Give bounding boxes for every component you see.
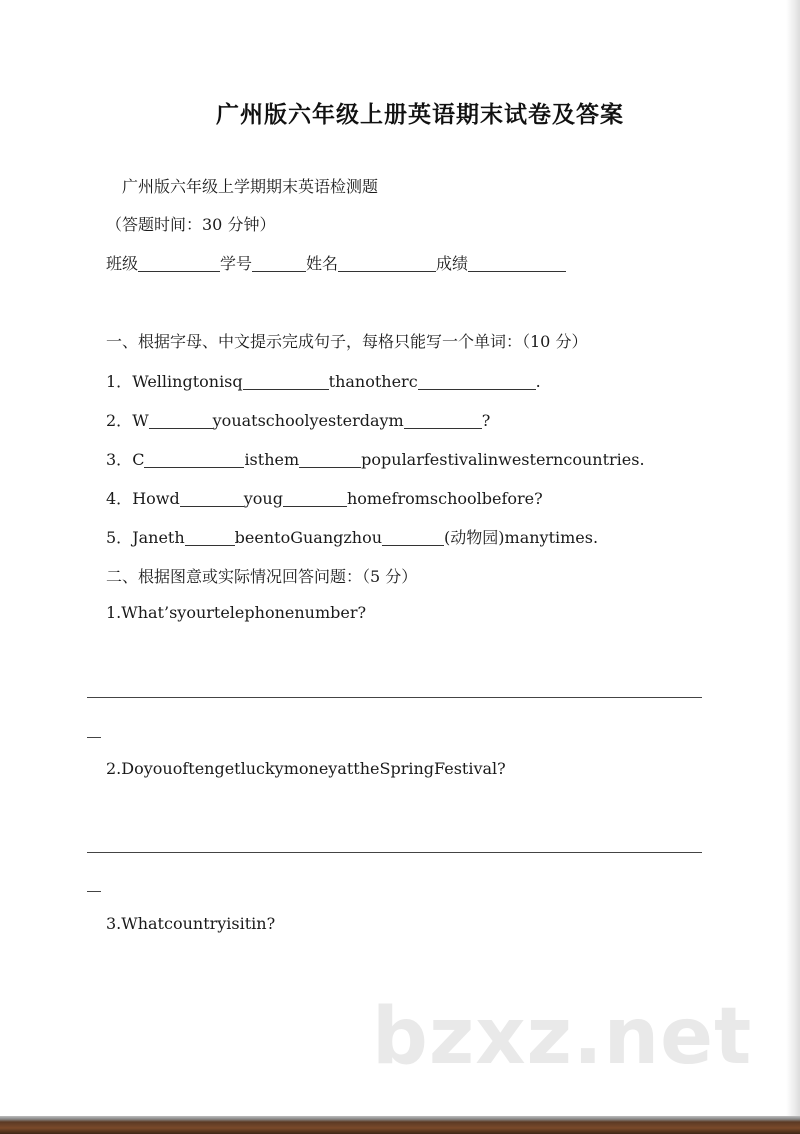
- time-note: （答题时间：30 分钟）: [106, 215, 276, 234]
- question-text: Howd: [132, 489, 180, 508]
- page-title: 广州版六年级上册英语期末试卷及答案: [216, 102, 624, 128]
- question-1-2: [106, 408, 490, 431]
- question-text: beentoGuangzhou: [234, 528, 383, 547]
- student-number-blank[interactable]: [252, 255, 306, 272]
- answer-line-continuation: [87, 891, 101, 892]
- class-blank[interactable]: [138, 255, 220, 272]
- answer-blank[interactable]: [382, 529, 444, 546]
- answer-blank[interactable]: [180, 490, 244, 507]
- question-number: 5．: [106, 528, 133, 547]
- question-1-5: [106, 525, 598, 548]
- answer-line-2-2[interactable]: [87, 852, 702, 853]
- answer-blank[interactable]: [418, 373, 536, 390]
- class-label: 班级: [106, 254, 139, 273]
- question-1-4: [106, 486, 543, 509]
- question-1-1: [106, 369, 541, 392]
- exam-subtitle: 广州版六年级上学期期末英语检测题: [122, 177, 379, 196]
- question-number: 3．: [106, 450, 133, 469]
- answer-blank[interactable]: [243, 373, 329, 390]
- question-text: youatschoolyesterdaym: [212, 411, 404, 430]
- question-2-3: 3.Whatcountryisitin?: [106, 914, 276, 933]
- question-text: (动物园)manytimes.: [444, 528, 599, 547]
- answer-blank[interactable]: [299, 451, 361, 468]
- question-text: W: [132, 411, 149, 430]
- answer-line-continuation: [87, 737, 101, 738]
- name-blank[interactable]: [338, 255, 436, 272]
- question-text: ?: [481, 411, 491, 430]
- question-text: Wellingtonisq: [132, 372, 243, 391]
- question-2-2: 2.DoyouoftengetluckymoneyattheSpringFestival?: [106, 759, 506, 778]
- answer-blank[interactable]: [185, 529, 235, 546]
- question-text: popularfestivalinwesterncountries.: [361, 450, 645, 469]
- answer-line-2-1[interactable]: [87, 697, 702, 698]
- question-text: Janeth: [132, 528, 185, 547]
- question-text: isthem: [244, 450, 300, 469]
- footer-bar: [0, 1116, 800, 1134]
- page-edge-shadow: [786, 0, 800, 1116]
- question-text: .: [535, 372, 541, 391]
- answer-blank[interactable]: [404, 412, 482, 429]
- watermark: bzxz.net: [372, 992, 753, 1082]
- question-text: youg: [243, 489, 283, 508]
- score-label: 成绩: [436, 254, 469, 273]
- question-number: 2．: [106, 411, 133, 430]
- question-text: C: [132, 450, 145, 469]
- name-label: 姓名: [306, 254, 339, 273]
- answer-blank[interactable]: [149, 412, 213, 429]
- section-2-heading: 二、根据图意或实际情况回答问题：（5 分）: [106, 567, 418, 586]
- question-text: homefromschoolbefore?: [346, 489, 543, 508]
- student-info-line: [106, 251, 566, 274]
- student-number-label: 学号: [220, 254, 253, 273]
- question-number: 4．: [106, 489, 133, 508]
- score-blank[interactable]: [468, 255, 566, 272]
- question-text: thanotherc: [328, 372, 418, 391]
- answer-blank[interactable]: [144, 451, 244, 468]
- question-number: 1．: [106, 372, 133, 391]
- section-1-heading: 一、根据字母、中文提示完成句子，每格只能写一个单词：（10 分）: [106, 332, 588, 351]
- answer-blank[interactable]: [283, 490, 347, 507]
- question-2-1: 1.What’syourtelephonenumber?: [106, 603, 367, 622]
- question-1-3: [106, 447, 645, 470]
